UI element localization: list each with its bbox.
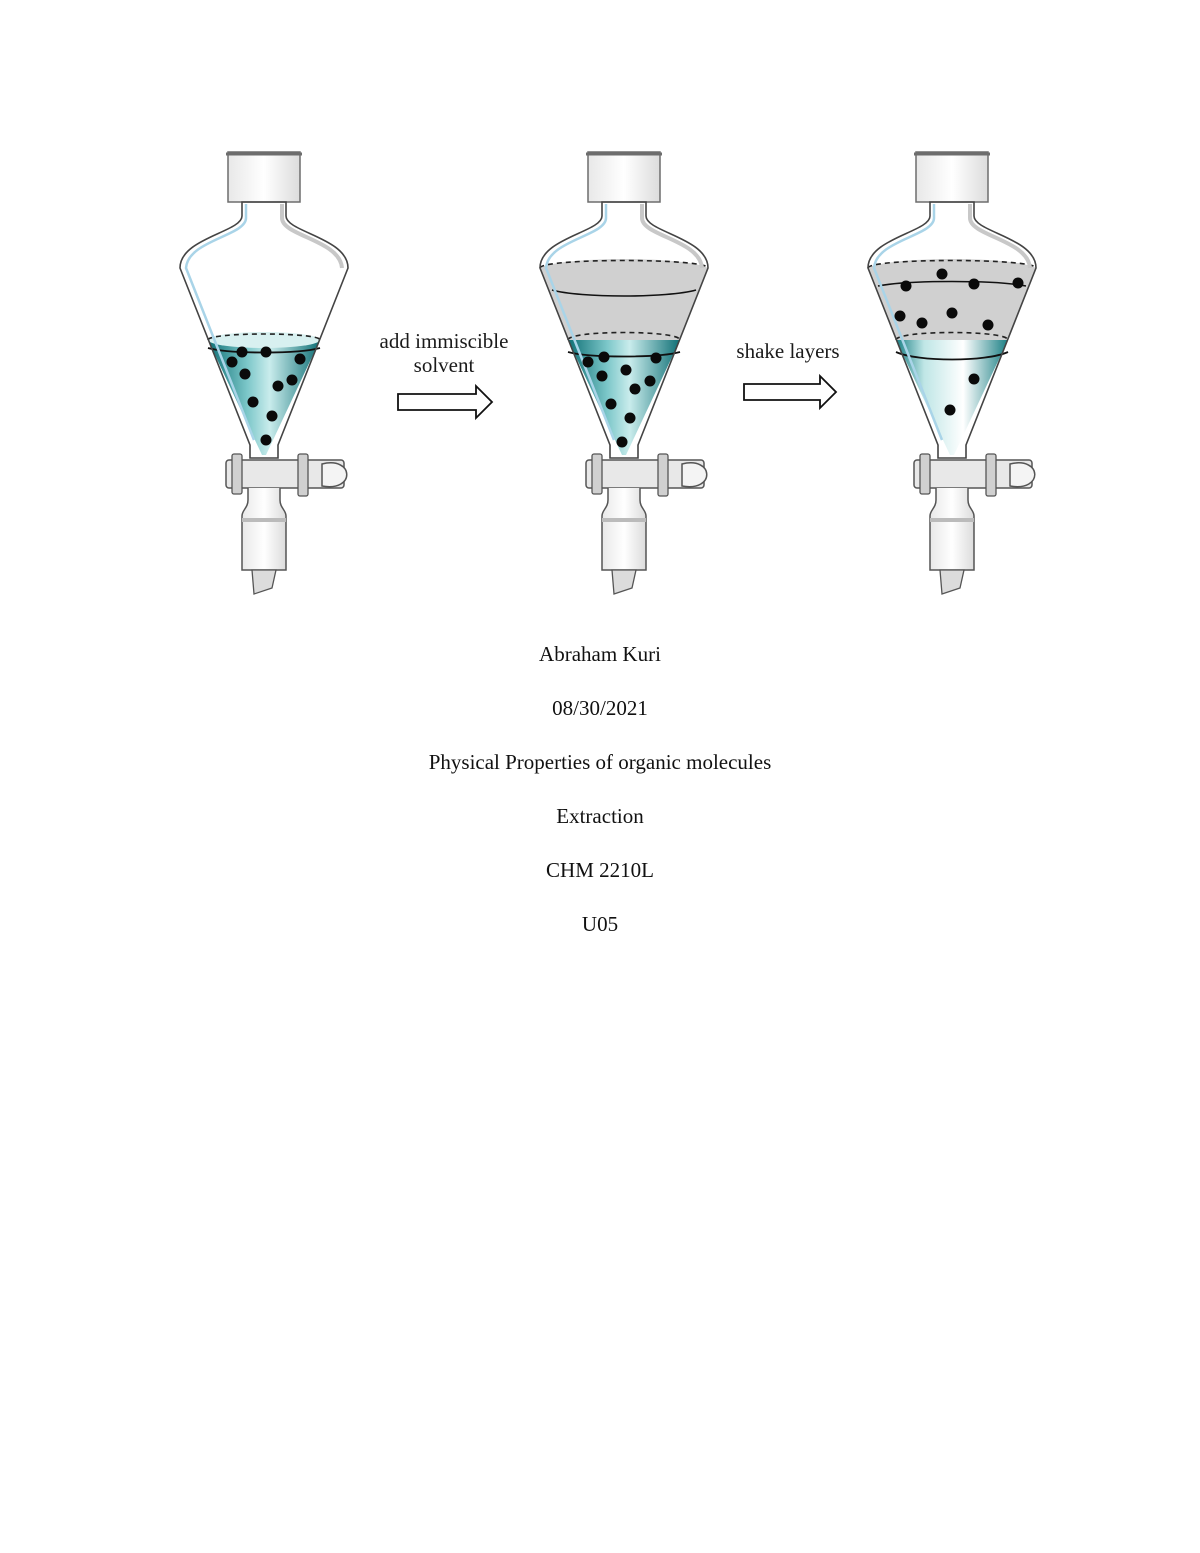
step2-label: shake layers xyxy=(736,339,840,363)
funnel-2-solvent-added xyxy=(540,152,708,594)
experiment-title: Physical Properties of organic molecules xyxy=(428,750,772,774)
step2-arrow xyxy=(736,339,839,408)
experiment-subtitle: Extraction xyxy=(556,804,644,828)
course-code: CHM 2210L xyxy=(546,858,654,882)
funnel-1-initial xyxy=(180,152,348,594)
funnel-3-shaken xyxy=(868,152,1036,594)
step1-arrow xyxy=(380,329,509,418)
separatory-funnel-extraction-figure xyxy=(150,140,1070,610)
step1-label-line2: solvent xyxy=(413,353,475,377)
report-date: 08/30/2021 xyxy=(552,696,648,720)
author-name: Abraham Kuri xyxy=(539,642,661,666)
step1-label-line1: add immiscible xyxy=(379,329,509,353)
section-code: U05 xyxy=(581,912,619,936)
